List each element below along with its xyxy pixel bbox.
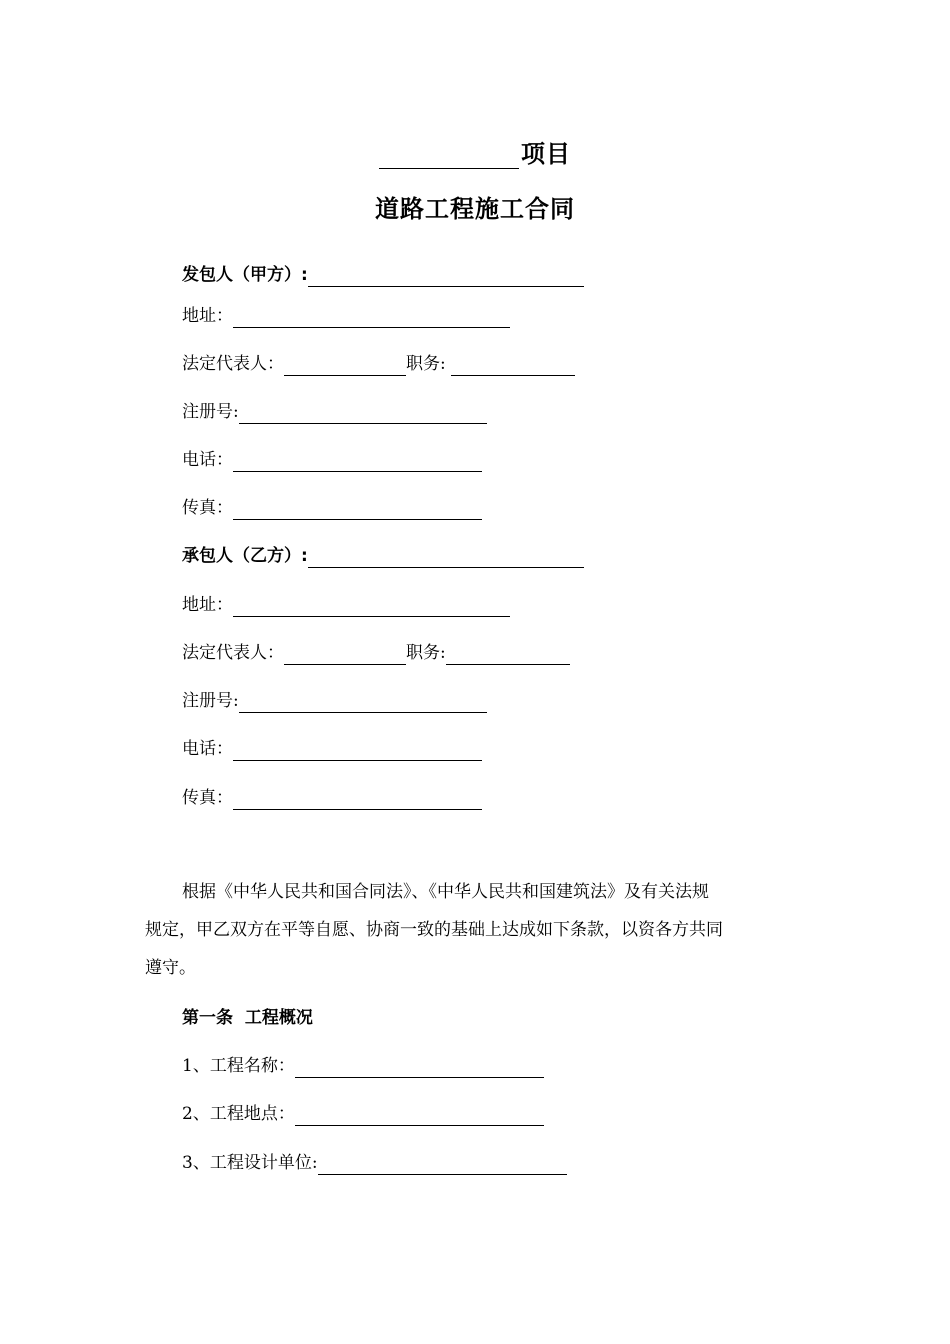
party-a-legal-rep-blank[interactable] [284, 355, 406, 376]
party-a-reg-no-blank[interactable] [239, 403, 487, 424]
title-project-line [0, 134, 950, 169]
party-a-address-blank[interactable] [233, 307, 510, 328]
party-a-phone-row [182, 448, 482, 472]
project-name-field-blank[interactable] [295, 1057, 544, 1078]
article-1-heading: 第一条 工程概况 [182, 1008, 313, 1028]
party-b-reg-no-label: 注册号: [182, 691, 239, 711]
party-a-name-blank[interactable] [308, 266, 584, 287]
intro-line-3: 遵守。 [145, 958, 196, 978]
intro-line-2: 规定，甲乙双方在平等自愿、协商一致的基础上达成如下条款，以资各方共同 [145, 920, 723, 940]
party-b-phone-blank[interactable] [233, 740, 482, 761]
party-a-legal-rep-row [182, 352, 575, 376]
party-a-position-label: 职务: [406, 354, 452, 374]
party-b-phone-label: 电话： [182, 739, 233, 759]
party-a-heading: 发包人（甲方）: [182, 265, 308, 285]
contract-title: 道路工程施工合同 [375, 195, 575, 223]
party-a-reg-no-row [182, 400, 487, 424]
party-b-heading: 承包人（乙方）: [182, 546, 308, 566]
party-a-heading-row [182, 263, 584, 287]
design-unit-blank[interactable] [318, 1154, 567, 1175]
title-project-suffix: 项目 [521, 140, 571, 168]
party-b-fax-blank[interactable] [233, 789, 482, 810]
party-a-reg-no-label: 注册号: [182, 402, 239, 422]
project-name-label: 1、工程名称： [182, 1056, 295, 1076]
party-a-fax-blank[interactable] [233, 499, 482, 520]
party-b-position-blank[interactable] [446, 644, 570, 665]
party-a-phone-blank[interactable] [233, 451, 482, 472]
party-a-phone-label: 电话： [182, 450, 233, 470]
project-location-blank[interactable] [295, 1105, 544, 1126]
party-b-reg-no-blank[interactable] [239, 692, 487, 713]
party-b-position-label: 职务: [406, 643, 446, 663]
party-b-address-blank[interactable] [233, 596, 510, 617]
article-1-item-1-row [182, 1054, 544, 1078]
party-b-legal-rep-label: 法定代表人： [182, 643, 284, 663]
party-b-fax-row [182, 786, 482, 810]
design-unit-label: 3、工程设计单位: [182, 1153, 318, 1173]
party-a-fax-label: 传真： [182, 498, 233, 518]
party-a-legal-rep-label: 法定代表人： [182, 354, 284, 374]
article-1-item-3-row [182, 1151, 567, 1175]
article-1-item-2-row [182, 1102, 544, 1126]
intro-line-1: 根据《中华人民共和国合同法》、《中华人民共和国建筑法》及有关法规 [182, 882, 709, 902]
party-b-address-label: 地址： [182, 595, 233, 615]
party-a-fax-row [182, 496, 482, 520]
project-name-blank[interactable] [379, 140, 519, 169]
party-b-reg-no-row [182, 689, 487, 713]
party-b-address-row [182, 593, 510, 617]
party-b-phone-row [182, 737, 482, 761]
party-b-legal-rep-blank[interactable] [284, 644, 406, 665]
party-b-heading-row [182, 544, 584, 568]
party-a-address-label: 地址： [182, 306, 233, 326]
party-a-position-blank[interactable] [451, 355, 575, 376]
party-b-name-blank[interactable] [308, 547, 584, 568]
intro-paragraph [145, 873, 810, 987]
party-b-fax-label: 传真： [182, 788, 233, 808]
project-location-label: 2、工程地点： [182, 1104, 295, 1124]
party-a-address-row [182, 304, 510, 328]
party-b-legal-rep-row [182, 641, 570, 665]
